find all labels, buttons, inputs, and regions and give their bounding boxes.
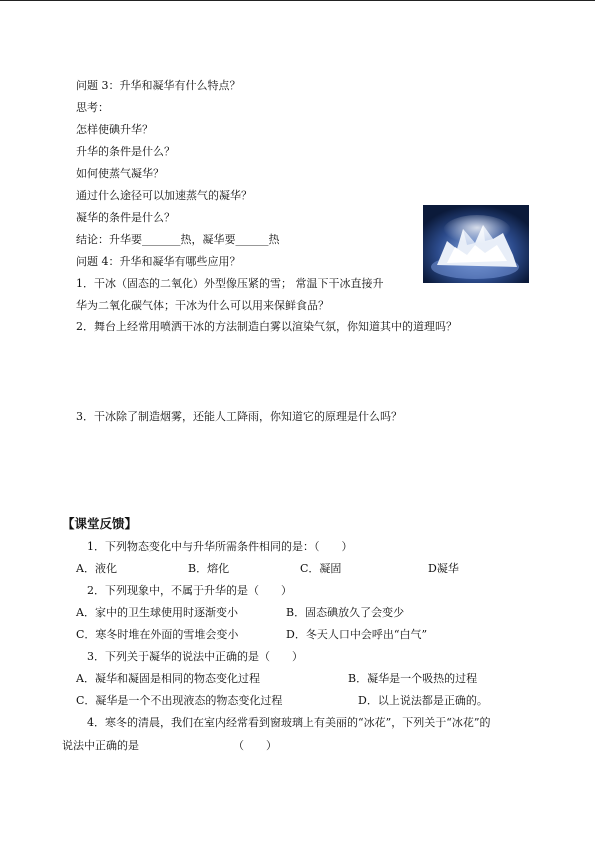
q3-conclusion: 结论：升华要_______热，凝华要______热 <box>76 233 280 246</box>
q4-item-1-line-2: 华为二氧化碳气体；干冰为什么可以用来保鲜食品？ <box>76 299 329 312</box>
fb-q3-option-d: D．以上说法都是正确的。 <box>358 694 488 707</box>
fb-q2-option-c: C．寒冬时堆在外面的雪堆会变小 <box>76 628 239 641</box>
page-top-border <box>0 0 595 1</box>
q3-line-3: 如何使蒸气凝华？ <box>76 167 164 180</box>
q3-line-1: 怎样使碘升华？ <box>76 123 153 136</box>
q3-title: 问题 3：升华和凝华有什么特点？ <box>76 79 241 92</box>
fb-q1-option-c: C．凝固 <box>300 562 342 575</box>
fb-q3-option-b: B．凝华是一个吸热的过程 <box>348 672 478 685</box>
dry-ice-photo-icon <box>423 205 529 283</box>
fb-q2-option-a: A．家中的卫生球使用时逐渐变小 <box>76 606 238 619</box>
fb-q1-option-a: A．液化 <box>76 562 117 575</box>
fb-q2-option-b: B．固态碘放久了会变少 <box>286 606 405 619</box>
fb-q2-stem: 2．下列现象中，不属于升华的是（ ） <box>87 584 292 597</box>
feedback-heading: 【课堂反馈】 <box>62 516 138 531</box>
fb-q1-stem: 1．下列物态变化中与升华所需条件相同的是：（ ） <box>87 540 353 553</box>
fb-q4-stem-line-1: 4．寒冬的清晨，我们在室内经常看到窗玻璃上有美丽的“冰花”，下列关于“冰花”的 <box>87 716 491 729</box>
fb-q3-option-c: C．凝华是一个不出现液态的物态变化过程 <box>76 694 283 707</box>
fb-q3-option-a: A．凝华和凝固是相同的物态变化过程 <box>76 672 260 685</box>
fb-q4-stem-line-2: 说法中正确的是 <box>62 739 139 752</box>
fb-q4-answer-blank: （ ） <box>233 739 277 752</box>
q4-item-2: 2．舞台上经常用喷洒干冰的方法制造白雾以渲染气氛，你知道其中的道理吗？ <box>76 320 457 333</box>
fb-q1-option-b: B．熔化 <box>188 562 230 575</box>
fb-q3-stem: 3．下列关于凝华的说法中正确的是（ ） <box>87 650 303 663</box>
fb-q2-option-d: D．冬天人口中会呼出“白气” <box>286 628 428 641</box>
q3-line-4: 通过什么途径可以加速蒸气的凝华？ <box>76 189 252 202</box>
q4-item-1-line-1: 1．干冰（固态的二氧化）外型像压紧的雪； 常温下干冰直接升 <box>76 277 384 290</box>
q4-title: 问题 4：升华和凝华有哪些应用？ <box>76 255 241 268</box>
fb-q1-option-d: D凝华 <box>428 562 459 575</box>
q4-item-3: 3．干冰除了制造烟雾，还能人工降雨，你知道它的原理是什么吗？ <box>76 410 402 423</box>
q3-think-label: 思考： <box>76 101 109 114</box>
q3-line-2: 升华的条件是什么？ <box>76 145 175 158</box>
q3-line-5: 凝华的条件是什么？ <box>76 211 175 224</box>
